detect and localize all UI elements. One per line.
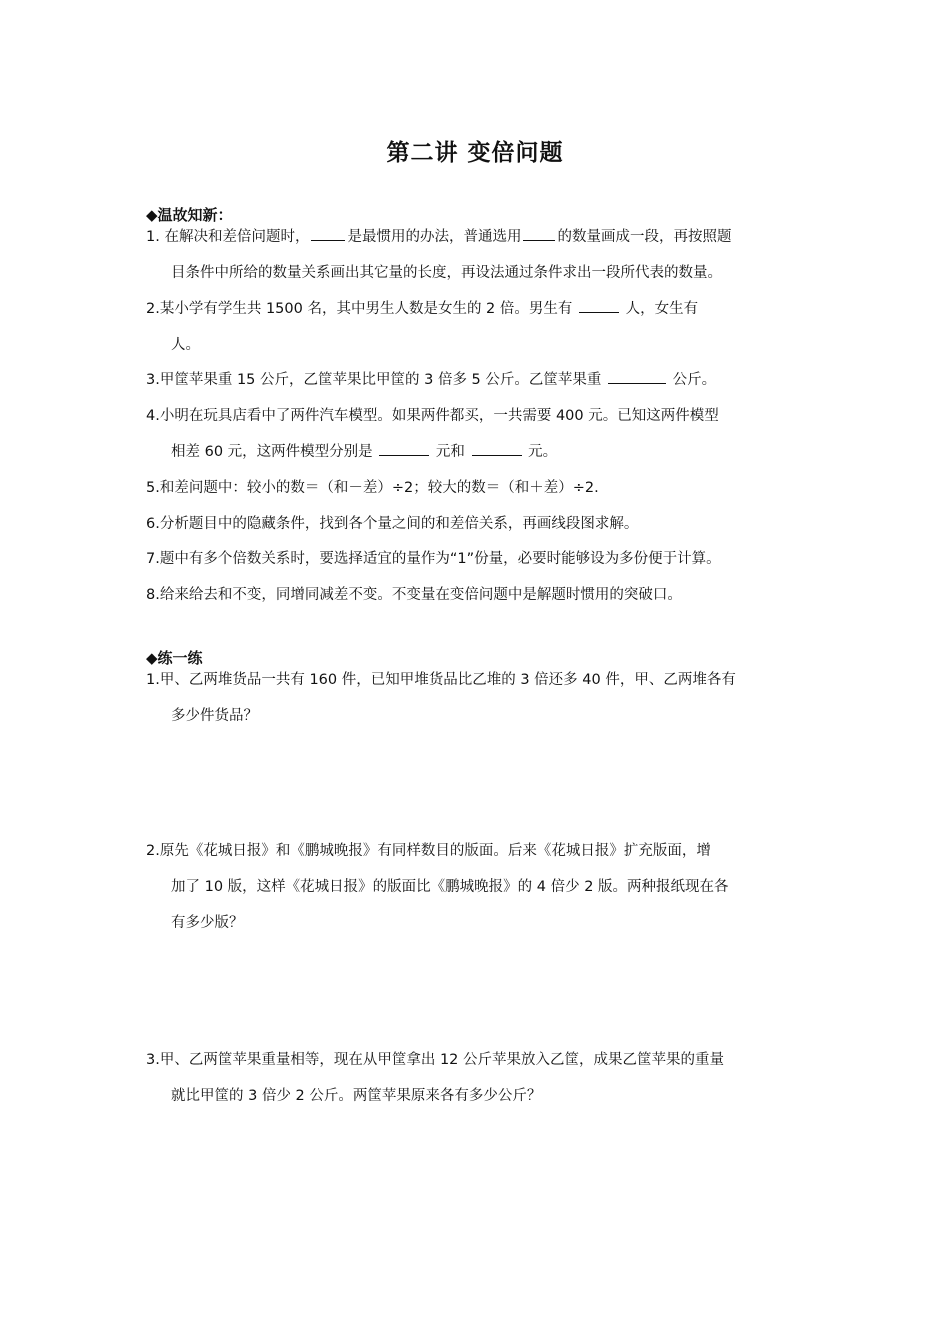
review-item-4: 4.小明在玩具店看中了两件汽车模型。如果两件都买，一共需要 400 元。已知这两件模型 相差 60 元，这两件模型分别是 元和 元。: [146, 408, 719, 460]
practice-item-1: 1.甲、乙两堆货品一共有 160 件，已知甲堆货品比乙堆的 3 倍还多 40 件，甲、乙两堆各有 多少件货品？: [146, 672, 736, 724]
review-item-2: 2.某小学有学生共 1500 名，其中男生人数是女生的 2 倍。男生有 人，女生有 人。: [146, 291, 808, 363]
review-item-3: 3.甲筐苹果重 15 公斤，乙筐苹果比甲筐的 3 倍多 5 公斤。乙筐苹果重 公斤。: [146, 362, 808, 398]
review-item-6: 6.分析题目中的隐藏条件，找到各个量之间的和差倍关系，再画线段图求解。: [146, 516, 639, 532]
practice-heading: ◆练一练: [146, 649, 203, 667]
answer-blank[interactable]: [523, 223, 555, 241]
answer-blank[interactable]: [311, 223, 345, 241]
answer-blank[interactable]: [608, 366, 666, 384]
review-item-1: 1. 在解决和差倍问题时， 是最惯用的办法，普通选用 的数量画成一段，再按照题 目条件中所给的数量关系画出其它量的长度，再设法通过条件求出一段所代表的数量。: [146, 219, 808, 291]
answer-blank[interactable]: [472, 438, 522, 456]
page-title: 第二讲 变倍问题: [386, 140, 564, 166]
review-item-5: 5.和差问题中：较小的数＝（和－差）÷2；较大的数＝（和＋差）÷2.: [146, 480, 599, 496]
answer-blank[interactable]: [579, 295, 619, 313]
review-item-7: 7.题中有多个倍数关系时，要选择适宜的量作为“1”份量，必要时能够设为多份便于计算。: [146, 551, 721, 567]
answer-blank[interactable]: [379, 438, 429, 456]
practice-item-2: 2.原先《花城日报》和《鹏城晚报》有同样数目的版面。后来《花城日报》扩充版面，增 加了 10 版，这样《花城日报》的版面比《鹏城晚报》的 4 倍少 2 版。两种报纸现在各 有多少版？: [146, 843, 729, 931]
practice-item-3: 3.甲、乙两筐苹果重量相等，现在从甲筐拿出 12 公斤苹果放入乙筐，成果乙筐苹果的重量 就比甲筐的 3 倍少 2 公斤。两筐苹果原来各有多少公斤？: [146, 1052, 724, 1104]
review-item-8: 8.给来给去和不变，同增同减差不变。不变量在变倍问题中是解题时惯用的突破口。: [146, 587, 682, 603]
review-heading: ◆温故知新：: [146, 206, 233, 224]
